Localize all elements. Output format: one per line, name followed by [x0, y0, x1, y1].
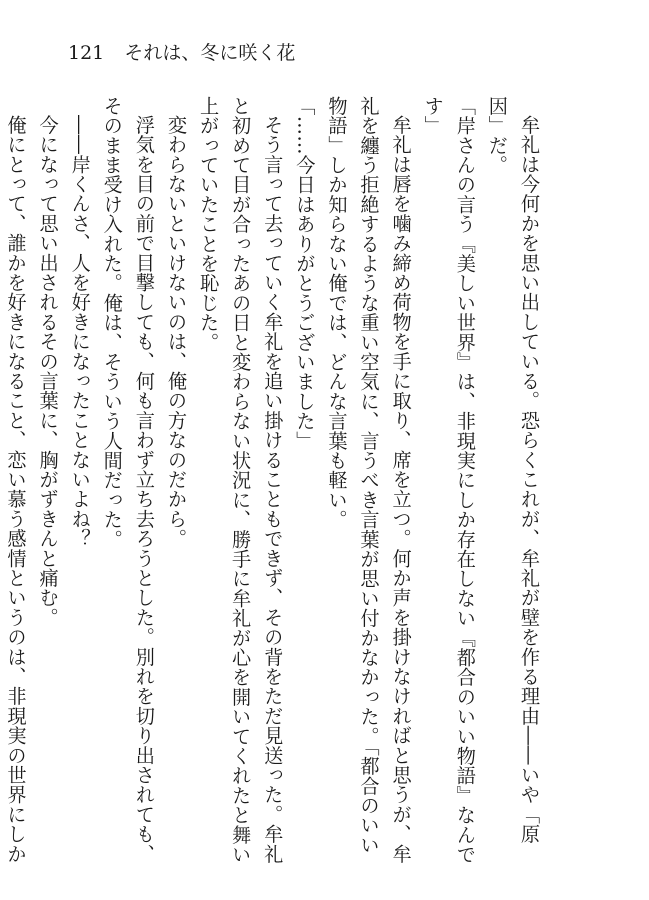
- paragraph: そう言って去っていく牟礼を追い掛けることもできず、その背をただ見送った。牟礼と初めて目が合ったあの日と変わらない状況に、勝手に牟礼が心を開いてくれたと舞い上がっていたことを恥じた。: [197, 96, 285, 865]
- running-header: [68, 44, 295, 63]
- paragraph: 俺にとって、誰かを好きになること、恋い慕う感情というのは、非現実の世界にしか: [4, 115, 28, 864]
- dialogue-line: 「……今日はありがとうございました」: [293, 96, 317, 451]
- paragraph: 今になって思い出されるその言葉に、胸がずきんと痛む。: [36, 115, 60, 628]
- paragraph: 変わらないといけないのは、俺の方なのだから。: [164, 115, 188, 549]
- paragraph: 牟礼は唇を噛み締め荷物を手に取り、席を立つ。何か声を掛けなければと思うが、牟礼を纏う拒絶するような重い空気に、言うべき言葉が思い付かなかった。「都合のいい物語」しか知らない俺では、どんな言葉も軽い。: [325, 96, 413, 864]
- paragraph: ――岸くんさ、人を好きになったことないよね？: [68, 115, 92, 549]
- page-number: 121: [68, 42, 105, 64]
- dialogue-line: 「岸さんの言う『美しい世界』は、非現実にしか存在しない『都合のいい物語』なんです」: [421, 96, 477, 865]
- vertical-body-text: [0, 96, 545, 871]
- paragraph: 浮気を目の前で目撃しても、何も言わず立ち去ろうとした。別れを切り出されても、そのまま受け入れた。俺は、そういう人間だった。: [100, 96, 156, 864]
- chapter-title: それは、冬に咲く花: [124, 42, 296, 64]
- paragraph: 牟礼は今何かを思い出している。恐らくこれが、牟礼が壁を作る理由――いや「原因」だ。: [485, 96, 541, 845]
